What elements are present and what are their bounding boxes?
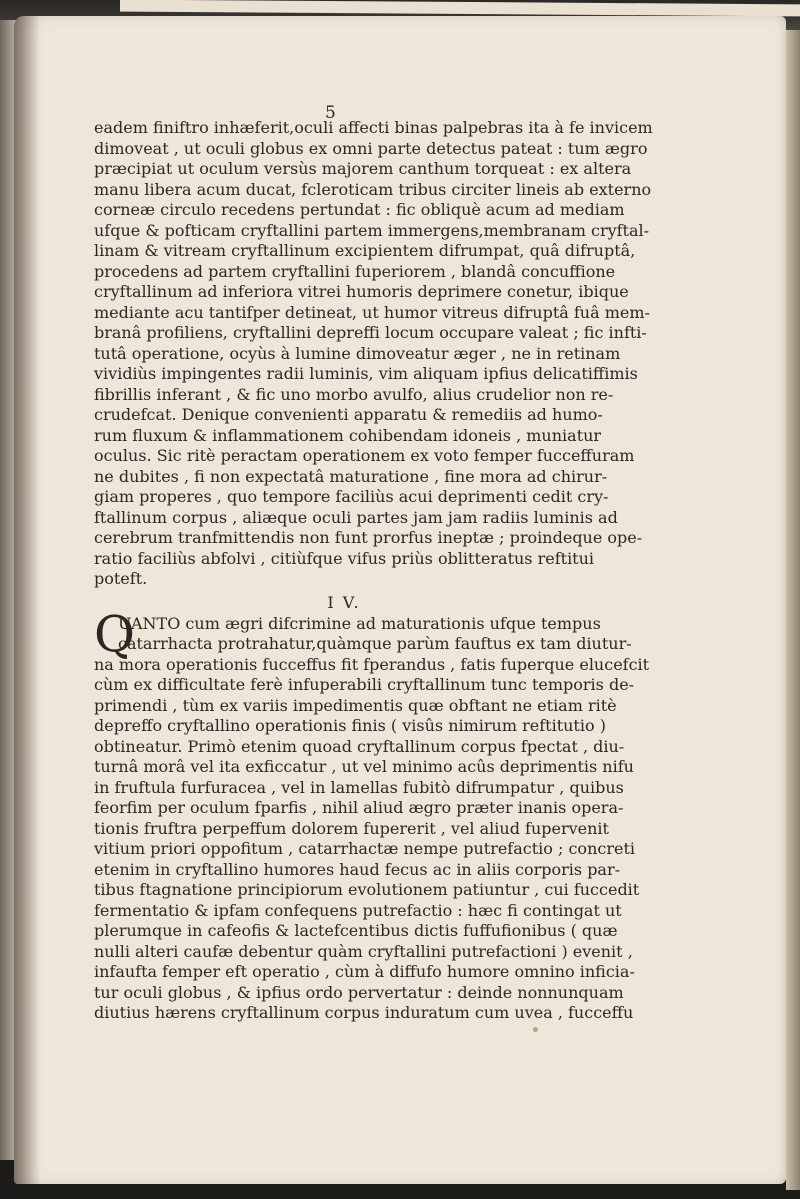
text-line: feorfim per oculum fparfis , nihil aliud ægro præter inanis opera- bbox=[94, 798, 624, 817]
text-line: crudefcat. Denique convenienti apparatu & remediis ad humo- bbox=[94, 405, 603, 424]
page-number: 5 bbox=[325, 103, 336, 123]
text-line: dimoveat , ut oculi globus ex omni parte detectus pateat : tum ægro bbox=[94, 138, 648, 158]
text-line: corneæ circulo recedens pertundat : fic obliquè acum ad mediam bbox=[94, 200, 625, 219]
text-line: ftallinum corpus , aliæque oculi partes jam jam radiis luminis ad bbox=[94, 507, 618, 527]
text-line: na mora operationis fucceffus fit fperandus , fatis fuperque elucefcit bbox=[94, 654, 650, 674]
right-page-edge bbox=[786, 30, 800, 1190]
text-line: catarrhacta protrahatur,quàmque parùm fauftus ex tam diutur- bbox=[118, 634, 632, 653]
text-line: giam properes , quo tempore faciliùs acui deprimenti cedit cry- bbox=[94, 487, 609, 506]
text-line: cryftallinum ad inferiora vitrei humoris deprimere conetur, ibique bbox=[94, 282, 629, 301]
text-line: ne dubites , fi non expectatâ maturatione , fine mora ad chirur- bbox=[94, 466, 608, 486]
text-line: primendi , tùm ex variis impedimentis quæ obftant ne etiam ritè bbox=[94, 695, 617, 715]
text-line: poteft. bbox=[94, 569, 148, 588]
text-line: tur oculi globus , & ipfius ordo pervertatur : deinde nonnunquam bbox=[94, 982, 624, 1002]
paper-stain bbox=[533, 1027, 538, 1032]
text-line: branâ profiliens, cryftallini depreffi locum occupare valeat ; fic infti- bbox=[94, 323, 647, 342]
text-line: præcipiat ut oculum versùs majorem canthum torqueat : ex altera bbox=[94, 159, 632, 178]
text-line: rum fluxum & inflammationem cohibendam idoneis , muniatur bbox=[94, 425, 602, 445]
text-line: fermentatio & ipfam confequens putrefactio : hæc fi contingat ut bbox=[94, 900, 622, 920]
text-line: tionis fruftra perpeffum dolorem fupererit , vel aliud fupervenit bbox=[94, 818, 609, 838]
text-line: procedens ad partem cryftallini fuperiorem , blandâ concuffione bbox=[94, 261, 616, 281]
text-line: diutius hærens cryftallinum corpus induratum cum uvea , fucceffu bbox=[94, 1003, 634, 1022]
paragraph-2 bbox=[94, 604, 650, 1024]
text-line: cerebrum tranfmittendis non funt prorfus ineptæ ; proindeque ope- bbox=[94, 528, 643, 547]
text-line: depreffo cryftallino operationis finis ( visûs nimirum reftitutio ) bbox=[94, 716, 606, 735]
text-line: UANTO cum ægri difcrimine ad maturationis ufque tempus bbox=[118, 613, 601, 633]
text-line: plerumque in cafeofis & lactefcentibus dictis fuffufionibus ( quæ bbox=[94, 921, 618, 940]
text-line: oculus. Sic ritè peractam operationem ex voto femper fucceffuram bbox=[94, 446, 635, 465]
text-line: vitium priori oppofitum , catarrhactæ nempe putrefactio ; concreti bbox=[94, 839, 635, 858]
text-line: tutâ operatione, ocyùs à lumine dimoveatur æger , ne in retinam bbox=[94, 343, 621, 363]
text-line: ratio faciliùs abfolvi , citiùfque vifus priùs oblitteratus reftitui bbox=[94, 548, 595, 568]
text-line: tibus ftagnatione principiorum evolutionem patiuntur , cui fuccedit bbox=[94, 880, 640, 899]
text-line: fibrillis inferant , & fic uno morbo avulfo, alius crudelior non re- bbox=[94, 384, 614, 404]
text-line: cùm ex difficultate ferè infuperabili cryftallinum tunc temporis de- bbox=[94, 675, 635, 694]
section-heading: I V. bbox=[327, 592, 361, 612]
text-line: linam & vitream cryftallinum excipientem difrumpat, quâ difruptâ, bbox=[94, 241, 636, 260]
text-line: in fruftula furfuracea , vel in lamellas fubitò difrumpatur , quibus bbox=[94, 777, 624, 797]
drop-cap: Q bbox=[94, 604, 135, 663]
page-gutter-shadow bbox=[14, 16, 40, 1184]
text-line: turnâ morâ vel ita exficcatur , ut vel minimo acûs deprimentis nifu bbox=[94, 757, 634, 776]
text-line: manu libera acum ducat, fcleroticam tribus circiter lineis ab externo bbox=[94, 179, 652, 199]
text-line: vividiùs impingentes radii luminis, vim aliquam ipfius delicatiffimis bbox=[94, 364, 638, 383]
page-text bbox=[94, 118, 653, 1024]
text-line: etenim in cryftallino humores haud fecus ac in aliis corporis par- bbox=[94, 859, 621, 879]
paragraph-1 bbox=[94, 118, 653, 590]
text-line: mediante acu tantifper detineat, ut humor vitreus difruptâ fuâ mem- bbox=[94, 302, 650, 322]
text-line: obtineatur. Primò etenim quoad cryftallinum corpus fpectat , diu- bbox=[94, 736, 625, 756]
text-line: nulli alteri caufæ debentur quàm cryftallini putrefactioni ) evenit , bbox=[94, 941, 633, 961]
text-line: eadem finiftro inhæferit,oculi affecti binas palpebras ita à fe invicem bbox=[94, 118, 653, 137]
text-line: ufque & pofticam cryftallini partem immergens,membranam cryftal- bbox=[94, 220, 650, 240]
text-line: infaufta femper eft operatio , cùm à diffufo humore omnino inficia- bbox=[94, 962, 635, 981]
paragraph-2-lines bbox=[94, 613, 650, 1024]
